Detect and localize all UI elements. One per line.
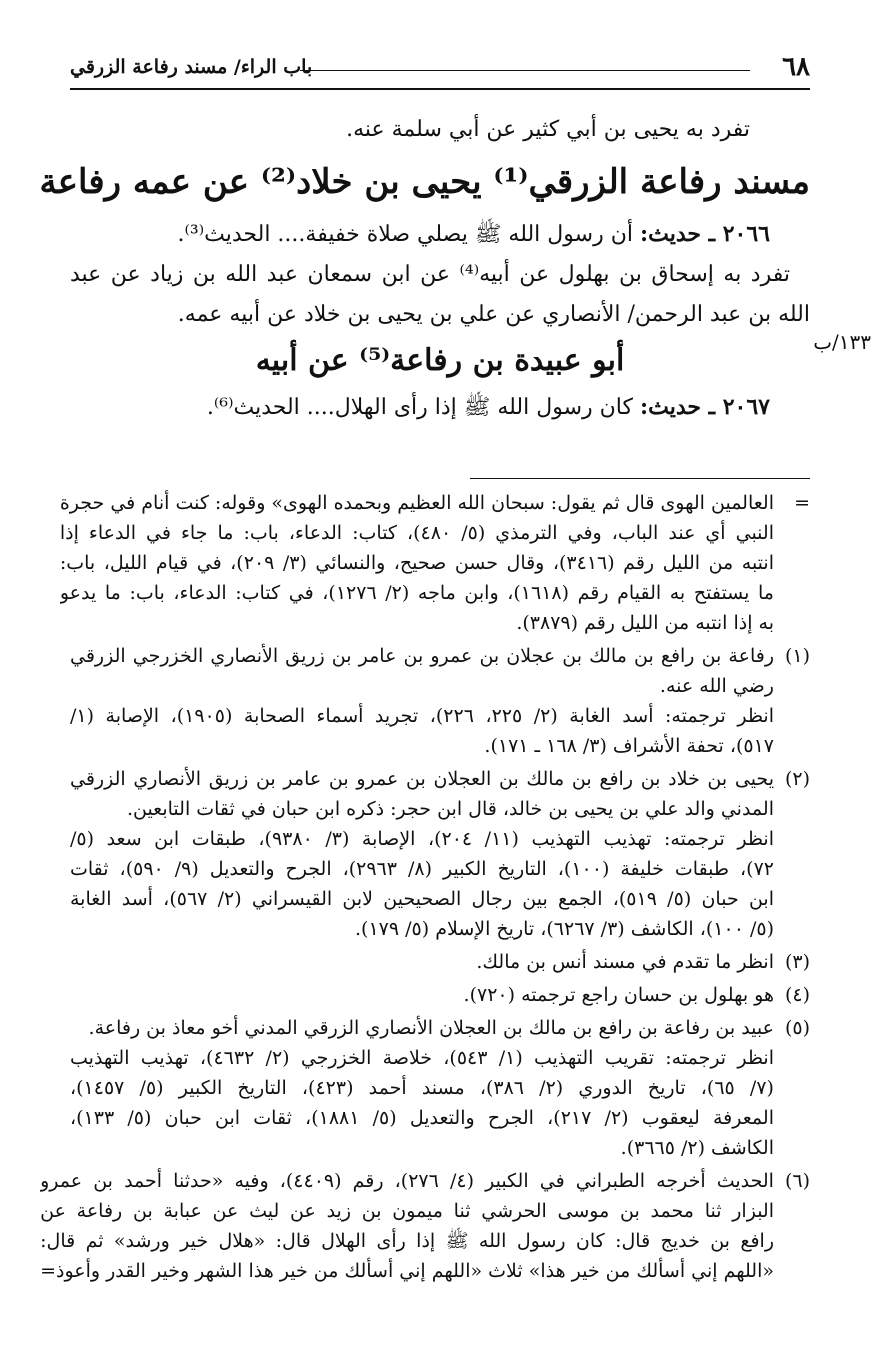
footnote-mark: (٦) xyxy=(784,1170,810,1192)
tafarrud-line-1: تفرد به إسحاق بن بهلول عن أبيه⁽⁴⁾ عن ابن سمعان عبد الله بن زياد عن عبد xyxy=(70,262,790,287)
footnote-line: «اللهم إني أسألك من خير هذا» ثلاث «اللهم إني أسألك من خير هذا الشهر وخير القدر وأعوذ= xyxy=(40,1260,774,1282)
footnote-line: (٧/ ٦٥)، تاريخ الدوري (٢/ ٣٨٦)، مسند أحمد (٤٢٣)، التاريخ الكبير (٥/ ١٤٥٧)، xyxy=(70,1077,774,1099)
footnote-4 xyxy=(70,980,810,1010)
section-heading-abu-ubaida: أبو عبيدة بن رفاعة⁽⁵⁾ عن أبيه xyxy=(255,343,625,378)
hadith-2066 xyxy=(70,214,810,255)
footnote-line: هو بهلول بن حسان راجع ترجمته (٧٢٠). xyxy=(463,984,774,1006)
footnote-mark: (٣) xyxy=(784,951,810,973)
hadith-number-label: ٢٠٦٦ ـ حديث: xyxy=(639,221,770,247)
footnote-mark: (٥) xyxy=(784,1017,810,1039)
footnote-2 xyxy=(70,764,810,944)
header-rule xyxy=(300,70,750,71)
footnote-line: به إذا انتبه من الليل رقم (٣٨٧٩). xyxy=(516,612,774,634)
footnote-line: انظر ترجمته: أسد الغابة (٢/ ٢٢٥، ٢٢٦)، تجريد أسماء الصحابة (١٩٠٥)، الإصابة (١/ xyxy=(70,705,774,727)
page-header xyxy=(70,52,810,90)
footnote-line: ٥١٧)، تحفة الأشراف (٣/ ١٦٨ ـ ١٧١). xyxy=(484,735,774,757)
manuscript-folio-note: ١٣٣/ب xyxy=(813,330,871,354)
footnote-mark: (٢) xyxy=(784,768,810,790)
footnote-line: عبيد بن رفاعة بن رافع بن مالك بن العجلان الأنصاري الزرقي المدني أخو معاذ بن رفاعة. xyxy=(88,1017,774,1039)
footnote-line: المدني والد علي بن يحيى بن خالد، قال ابن حجر: ذكره ابن حبان في ثقات التابعين. xyxy=(126,798,774,820)
hadith-number-label: ٢٠٦٧ ـ حديث: xyxy=(639,394,770,420)
hadith-text: أن رسول الله ﷺ يصلي صلاة خفيفة.... الحديث⁽³⁾. xyxy=(177,222,633,247)
main-text xyxy=(39,110,810,428)
footnote-continued xyxy=(59,488,810,638)
footnote-line: انتبه من الليل رقم (٣٤١٦)، وقال حسن صحيح، والنسائي (٣/ ٢٠٩)، في قيام الليل، باب: xyxy=(59,552,774,574)
footnote-line: (٥/ ١٠٠)، الكاشف (٣/ ٦٢٦٧)، تاريخ الإسلام (٥/ ١٧٩). xyxy=(355,918,774,940)
footnotes xyxy=(40,488,810,1286)
intro-line: تفرد به يحيى بن أبي كثير عن أبي سلمة عنه. xyxy=(346,117,750,142)
footnote-6 xyxy=(40,1166,810,1286)
footnote-line: رضي الله عنه. xyxy=(659,675,774,697)
footnote-line: الكاشف (٢/ ٣٦٦٥). xyxy=(620,1137,774,1159)
footnote-mark: (١) xyxy=(784,645,810,667)
hadith-text: كان رسول الله ﷺ إذا رأى الهلال.... الحديث⁽⁶⁾. xyxy=(206,395,633,420)
footnote-3 xyxy=(70,947,810,977)
footnote-line: رافع بن خديج قال: كان رسول الله ﷺ إذا رأى الهلال قال: «هلال خير ورشد» ثم قال: xyxy=(40,1230,774,1252)
footnote-line: رفاعة بن رافع بن مالك بن عجلان بن عمرو بن عامر بن زريق الأنصاري الخزرجي الزرقي xyxy=(70,645,774,667)
footnote-separator xyxy=(470,478,810,479)
footnote-line: انظر ترجمته: تقريب التهذيب (١/ ٥٤٣)، خلاصة الخزرجي (٢/ ٤٦٣٢)، تهذيب التهذيب xyxy=(70,1047,774,1069)
footnote-line: العالمين الهوى قال ثم يقول: سبحان الله العظيم وبحمده الهوى» وقوله: كنت أنام في حجرة xyxy=(59,492,774,514)
footnote-mark: (٤) xyxy=(784,984,810,1006)
footnote-5 xyxy=(70,1013,810,1163)
footnote-line: النبي أي عند الباب، وفي الترمذي (٥/ ٤٨٠)، كتاب: الدعاء، باب: ما جاء في الدعاء إذا xyxy=(59,522,774,544)
section-heading-rifaa: مسند رفاعة الزرقي⁽¹⁾ يحيى بن خلاد⁽²⁾ عن عمه رفاعة xyxy=(39,162,810,202)
footnote-line: ٧٢)، طبقات خليفة (١٠٠)، التاريخ الكبير (٨/ ٢٩٦٣)، الجرح والتعديل (٩/ ٥٩٠)، ثقات xyxy=(70,858,774,880)
footnote-line: انظر ترجمته: تهذيب التهذيب (١١/ ٢٠٤)، الإصابة (٣/ ٩٣٨٠)، طبقات ابن سعد (٥/ xyxy=(70,828,774,850)
footnote-line: الحديث أخرجه الطبراني في الكبير (٤/ ٢٧٦)، رقم (٤٤٠٩)، وفيه «حدثنا أحمد بن عمرو xyxy=(40,1170,774,1192)
footnote-line: المعرفة ليعقوب (٢/ ٢١٧)، الجرح والتعديل (٥/ ١٨٨١)، ثقات ابن حبان (٥/ ١٣٣)، xyxy=(70,1107,774,1129)
footnote-mark: = xyxy=(794,492,810,514)
page-number: ٦٨ xyxy=(782,52,810,82)
footnote-line: يحيى بن خلاد بن رافع بن مالك بن العجلان بن عمرو بن عامر بن زريق الأنصاري الزرقي xyxy=(70,768,774,790)
running-title: باب الراء/ مسند رفاعة الزرقي xyxy=(70,56,313,78)
hadith-2067 xyxy=(70,387,810,428)
footnote-line: البزار ثنا محمد بن موسى الحرشي ثنا ميمون بن زيد عن ليث عن عبابة بن رفاعة عن xyxy=(40,1200,774,1222)
footnote-1 xyxy=(70,641,810,761)
footnote-line: ابن حبان (٥/ ٥١٩)، الجمع بين رجال الصحيحين لابن القيسراني (٢/ ٥٦٧)، أسد الغابة xyxy=(70,888,774,910)
tafarrud-line-2: الله بن عبد الرحمن/ الأنصاري عن علي بن يحيى بن خلاد عن أبيه عمه. xyxy=(177,302,810,327)
footnote-line: انظر ما تقدم في مسند أنس بن مالك. xyxy=(476,951,774,973)
footnote-line: ما يستفتح به القيام رقم (١٦١٨)، وابن ماجه (٢/ ١٢٧٦)، في كتاب: الدعاء، باب: ما يدعو xyxy=(59,582,774,604)
